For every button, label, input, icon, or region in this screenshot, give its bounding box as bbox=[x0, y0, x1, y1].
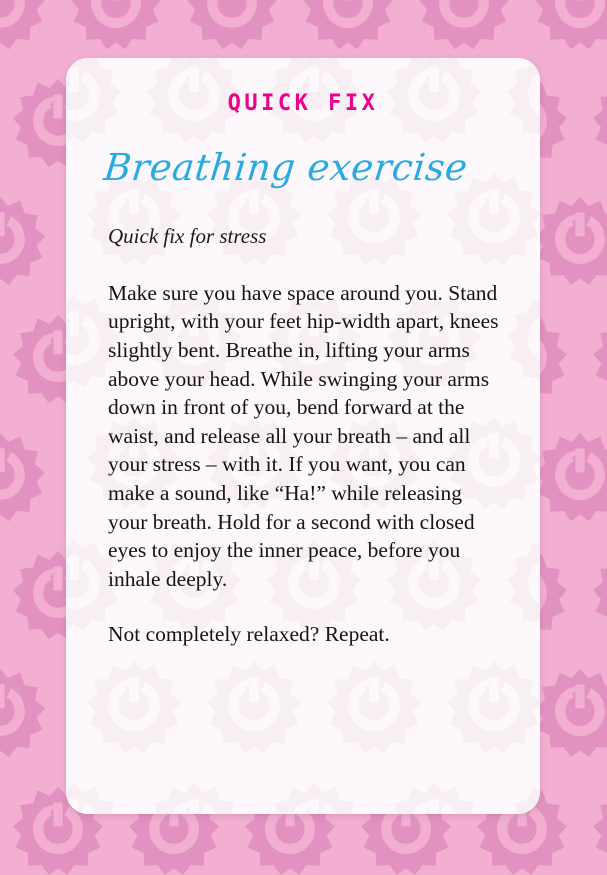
cog-icon bbox=[70, 0, 162, 50]
cog-icon bbox=[534, 194, 607, 286]
cog-icon bbox=[302, 0, 394, 50]
cog-icon bbox=[0, 430, 46, 522]
cog-icon bbox=[446, 658, 540, 754]
cog-icon bbox=[592, 548, 607, 640]
cog-icon bbox=[146, 780, 242, 814]
card-body bbox=[108, 279, 506, 649]
cog-icon bbox=[534, 666, 607, 758]
cog-icon bbox=[0, 194, 46, 286]
cog-icon bbox=[206, 658, 302, 754]
cog-icon bbox=[592, 784, 607, 875]
cog-icon bbox=[386, 780, 482, 814]
body-paragraph: Make sure you have space around you. Stand upright, with your feet hip-width apart, knees slightly bent. Breathe in, lifting your arms above your head. While swinging your arms down in front of you, bend forward at the waist, and release all your breath – and all your stress – with it. If you want, you can make a sound, like “Ha!” while releasing your breath. Hold for a second with closed eyes to enjoy the inner peace, before you inhale deeply. bbox=[108, 280, 499, 591]
cog-icon bbox=[506, 780, 540, 814]
cog-icon bbox=[86, 658, 182, 754]
cog-icon bbox=[534, 430, 607, 522]
card-kicker: QUICK FIX bbox=[227, 91, 379, 116]
card-subtitle: Quick fix for stress bbox=[108, 223, 267, 248]
body-paragraph: Not completely relaxed? Repeat. bbox=[108, 622, 390, 647]
cog-icon bbox=[592, 312, 607, 404]
cog-icon bbox=[0, 666, 46, 758]
cog-icon bbox=[326, 658, 422, 754]
cog-icon bbox=[418, 0, 510, 50]
cog-icon bbox=[66, 780, 122, 814]
card-title: Breathing exercise bbox=[101, 146, 470, 189]
cog-icon bbox=[592, 76, 607, 168]
cog-icon bbox=[266, 780, 362, 814]
cog-icon bbox=[534, 0, 607, 50]
cog-icon bbox=[0, 0, 46, 50]
cog-icon bbox=[186, 0, 278, 50]
quick-fix-card bbox=[66, 58, 540, 814]
